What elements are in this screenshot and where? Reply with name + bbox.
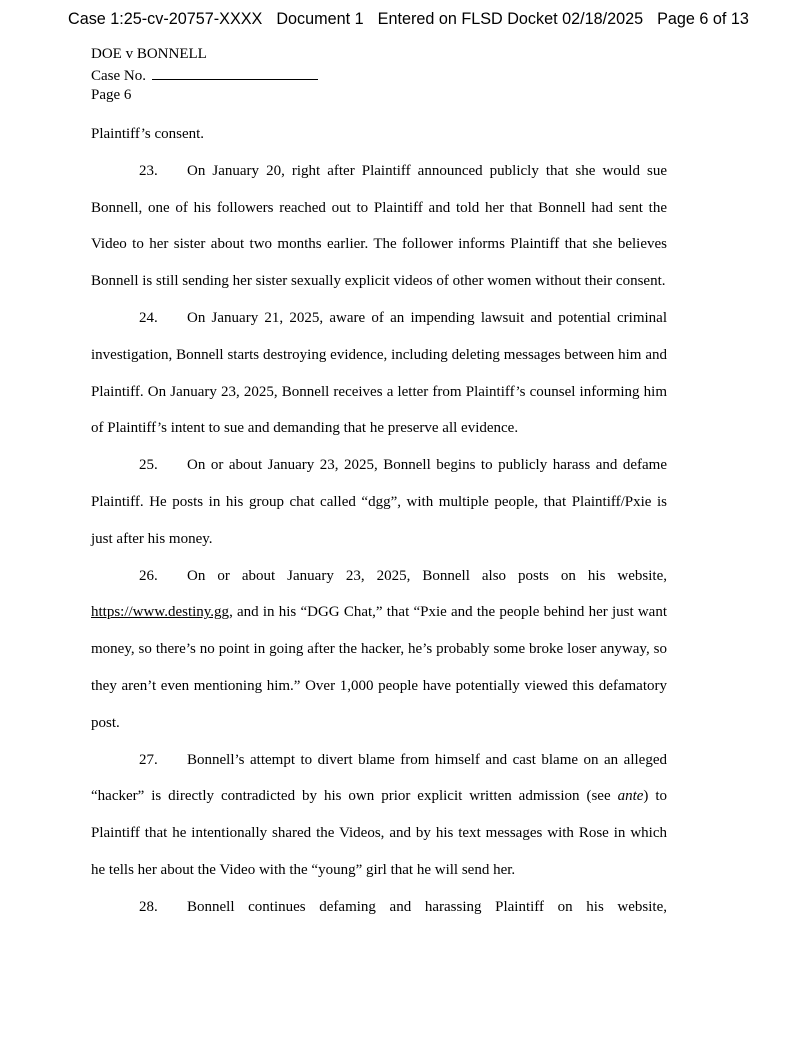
paragraph-text: ) to Plaintiff that he intentionally shared the Videos, and by his text messages with Rose in which he tells her about the Video with the “young” girl that he will send her. bbox=[91, 788, 668, 878]
page-count: Page 6 of 13 bbox=[657, 10, 749, 28]
continuation-text: Plaintiff’s consent. bbox=[91, 126, 205, 142]
paragraph-27 bbox=[91, 742, 667, 889]
caption-title: DOE v BONNELL bbox=[91, 46, 207, 62]
case-no-blank bbox=[152, 65, 318, 80]
paragraph-text: Bonnell’s attempt to divert blame from himself and cast blame on an alleged “hacker” is directly contradicted by his own prior explicit written admission (see bbox=[91, 751, 667, 805]
paragraph-number: 24. bbox=[139, 309, 158, 326]
paragraph-text: On January 20, right after Plaintiff announced publicly that she would sue Bonnell, one of his followers reached out to Plaintiff and told her that Bonnell had sent the Video to her sister about two months earlier. The follower informs Plaintiff that she believes Bonnell is still sending her sister sexually explicit videos of other women without their consent. bbox=[91, 162, 667, 290]
paragraph-text: , and in his “DGG Chat,” that “Pxie and the people behind her just want money, so there’s no point in going after the hacker, he’s probably some broke loser anyway, so they aren’t even mentioning him.” Over 1,000 people have potentially viewed this defamatory post. bbox=[91, 604, 667, 731]
case-no-label: Case No. bbox=[91, 67, 146, 84]
paragraph-number: 27. bbox=[139, 751, 158, 768]
paragraph-24 bbox=[91, 300, 667, 447]
paragraph-26 bbox=[91, 558, 667, 742]
caption-page: Page 6 bbox=[91, 87, 132, 103]
paragraph-28 bbox=[91, 889, 667, 926]
paragraph-23 bbox=[91, 153, 667, 300]
case-number: Case 1:25-cv-20757-XXXX bbox=[68, 10, 263, 28]
italic-term: ante bbox=[617, 788, 644, 805]
caption-case-no bbox=[91, 65, 318, 87]
paragraph-number: 25. bbox=[139, 457, 158, 474]
paragraph-text: On or about January 23, 2025, Bonnell begins to publicly harass and defame Plaintiff. He posts in his group chat called “dgg”, with multiple people, that Plaintiff/Pxie is just after his money. bbox=[91, 457, 667, 547]
paragraph-number: 23. bbox=[139, 162, 158, 179]
case-caption bbox=[91, 45, 318, 106]
paragraph-number: 26. bbox=[139, 567, 158, 584]
docket-entry: Entered on FLSD Docket 02/18/2025 bbox=[377, 10, 644, 28]
paragraph-text: On or about January 23, 2025, Bonnell also posts on his website, bbox=[187, 567, 667, 584]
paragraph-text: Bonnell continues defaming and harassing Plaintiff on his website, bbox=[187, 898, 667, 915]
paragraph-text: On January 21, 2025, aware of an impending lawsuit and potential criminal investigation, Bonnell starts destroying evidence, including deleting messages between him and Plaintiff. On January 23, 2025, Bonnell receives a letter from Plaintiff’s counsel informing him of Plaintiff’s intent to sue and demanding that he preserve all evidence. bbox=[91, 309, 667, 437]
document-body bbox=[91, 116, 667, 926]
website-link[interactable]: https://www.destiny.gg bbox=[91, 604, 230, 621]
document-number: Document 1 bbox=[276, 10, 364, 28]
paragraph-number: 28. bbox=[139, 898, 158, 915]
ecf-header bbox=[68, 10, 749, 29]
paragraph-25 bbox=[91, 447, 667, 557]
